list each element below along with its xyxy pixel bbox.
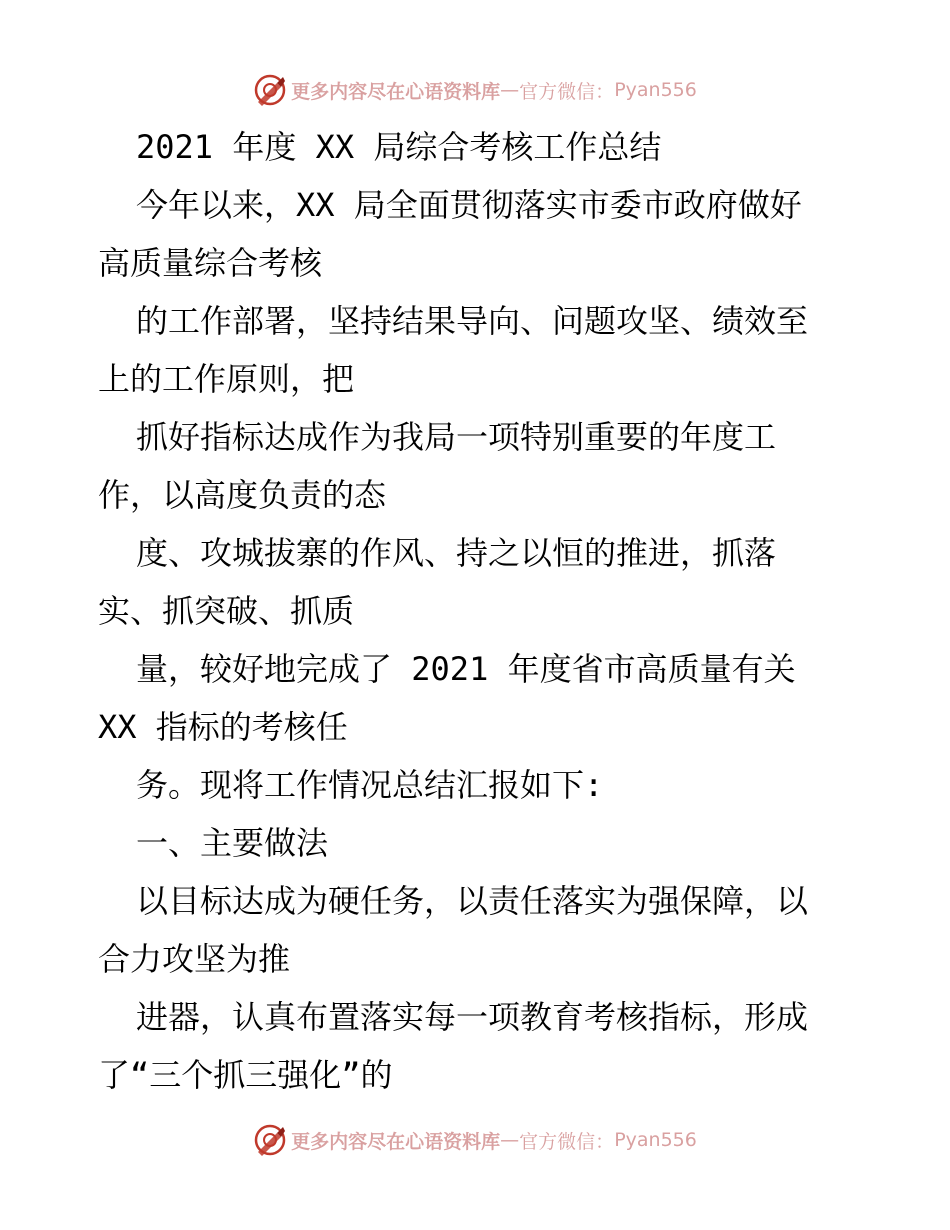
- paragraph-line: 以目标达成为硬任务，以责任落实为强保障，以: [136, 882, 809, 920]
- paragraph-line: 务。现将工作情况总结汇报如下:: [136, 766, 604, 804]
- watermark-banner-bottom: [0, 1118, 950, 1162]
- watermark-banner-top: [0, 68, 950, 112]
- document-body: [98, 118, 858, 1104]
- paragraph-line: XX 指标的考核任: [98, 708, 348, 746]
- watermark-text: 更多内容尽在心语资料库: [291, 80, 501, 103]
- paragraph-line: 上的工作原则，把: [98, 360, 355, 398]
- paragraph-line: 一、主要做法: [136, 824, 329, 862]
- paragraph-line: 了“三个抓三强化”的: [98, 1056, 393, 1094]
- watermark-wechat-id: Pyan556: [614, 1129, 697, 1151]
- paragraph-line: 度、攻城拔寨的作风、持之以恒的推进，抓落: [136, 534, 777, 572]
- paragraph-line: 作，以高度负责的态: [98, 476, 387, 514]
- watermark-wechat-label: 官方微信：: [519, 80, 615, 103]
- paragraph-line: 高质量综合考核: [98, 244, 323, 282]
- watermark-wechat-label: 官方微信：: [519, 1130, 615, 1153]
- pen-logo-icon: [253, 1123, 287, 1157]
- document-title: 2021 年度 XX 局综合考核工作总结: [136, 128, 662, 166]
- paragraph-line: 量，较好地完成了 2021 年度省市高质量有关: [136, 650, 796, 688]
- watermark-text: 更多内容尽在心语资料库: [291, 1130, 501, 1153]
- watermark-separator: —: [500, 79, 520, 101]
- paragraph-line: 今年以来，XX 局全面贯彻落实市委市政府做好: [136, 186, 802, 224]
- paragraph-line: 实、抓突破、抓质: [98, 592, 355, 630]
- paragraph-line: 合力攻坚为推: [98, 940, 291, 978]
- paragraph-line: 的工作部署，坚持结果导向、问题攻坚、绩效至: [136, 302, 809, 340]
- pen-logo-icon: [253, 73, 287, 107]
- watermark-wechat-id: Pyan556: [614, 79, 697, 101]
- paragraph-line: 进器，认真布置落实每一项教育考核指标，形成: [136, 998, 809, 1036]
- paragraph-line: 抓好指标达成作为我局一项特别重要的年度工: [136, 418, 777, 456]
- watermark-separator: —: [500, 1129, 520, 1151]
